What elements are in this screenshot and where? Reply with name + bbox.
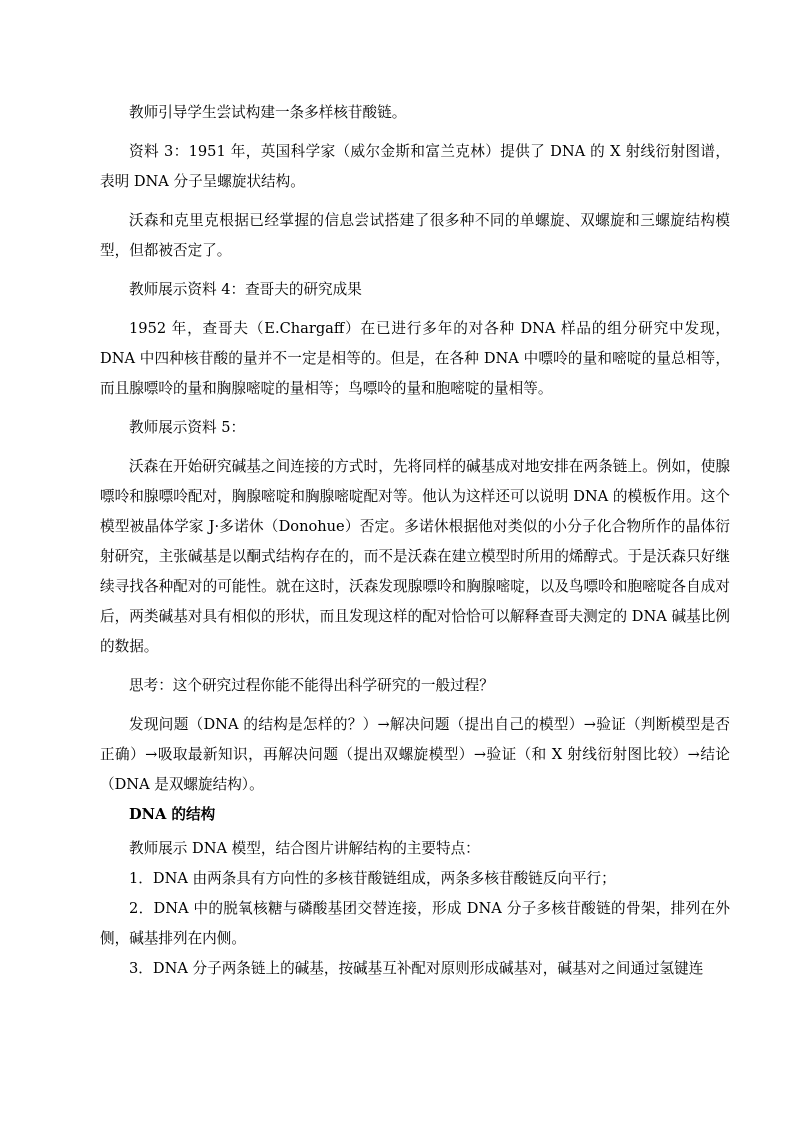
paragraph-model-intro: 教师展示 DNA 模型，结合图片讲解结构的主要特点： [129,840,480,857]
paragraph-material-3: 资料 3：1951 年，英国科学家（威尔金斯和富兰克林）提供了 DNA 的 X 射线衍射图谱，表明 DNA 分子呈螺旋状结构。 [100,143,730,190]
paragraph-thinking-question: 思考：这个研究过程你能不能得出科学研究的一般过程？ [129,677,494,694]
paragraph-chargaff: 1952 年，查哥夫（E.Chargaff）在已进行多年的对各种 DNA 样品的组分研究中发现，DNA 中四种核苷酸的量并不一定是相等的。但是，在各种 DNA 中嘌呤的量和嘧啶的量总相等，而且腺嘌呤的量和胸腺嘧啶的量相等；鸟嘌呤的量和胞嘧啶的量相等。 [100,320,730,397]
section-heading-dna-structure: DNA 的结构 [129,806,216,823]
list-item-2: 2．DNA 中的脱氧核糖与磷酸基团交替连接，形成 DNA 分子多核苷酸链的骨架，排列在外侧，碱基排列在内侧。 [100,900,730,947]
paragraph-teacher-guide: 教师引导学生尝试构建一条多样核苷酸链。 [129,104,407,121]
document-page [100,98,730,984]
paragraph-research-process: 发现问题（DNA 的结构是怎样的？）→解决问题（提出自己的模型）→验证（判断模型是否正确）→吸取最新知识，再解决问题（提出双螺旋模型）→验证（和 X 射线衍射图比较）→结论（DNA 是双螺旋结构）。 [100,716,730,793]
paragraph-material-5-title: 教师展示资料 5： [129,419,246,436]
list-item-3: 3．DNA 分子两条链上的碱基，按碱基互补配对原则形成碱基对，碱基对之间通过氢键连 [129,960,704,977]
paragraph-watson-crick-models: 沃森和克里克根据已经掌握的信息尝试搭建了很多种不同的单螺旋、双螺旋和三螺旋结构模型，但都被否定了。 [100,212,730,259]
paragraph-base-pairing-history: 沃森在开始研究碱基之间连接的方式时，先将同样的碱基成对地安排在两条链上。例如，使腺嘌呤和腺嘌呤配对，胸腺嘧啶和胸腺嘧啶配对等。他认为这样还可以说明 DNA 的模板作用。这个模型被晶体学家 J·多诺休（Donohue）否定。多诺休根据他对类似的小分子化合物所作的晶体衍射研究，主张碱基是以酮式结构存在的，而不是沃森在建立模型时所用的烯醇式。于是沃森只好继续寻找各种配对的可能性。就在这时，沃森发现腺嘌呤和胸腺嘧啶，以及鸟嘌呤和胞嘧啶各自成对后，两类碱基对具有相似的形状，而且发现这样的配对恰恰可以解释查哥夫测定的 DNA 碱基比例的数据。 [100,458,730,655]
paragraph-material-4-title: 教师展示资料 4：查哥夫的研究成果 [129,281,362,298]
list-item-1: 1．DNA 由两条具有方向性的多核苷酸链组成，两条多核苷酸链反向平行； [129,870,616,887]
